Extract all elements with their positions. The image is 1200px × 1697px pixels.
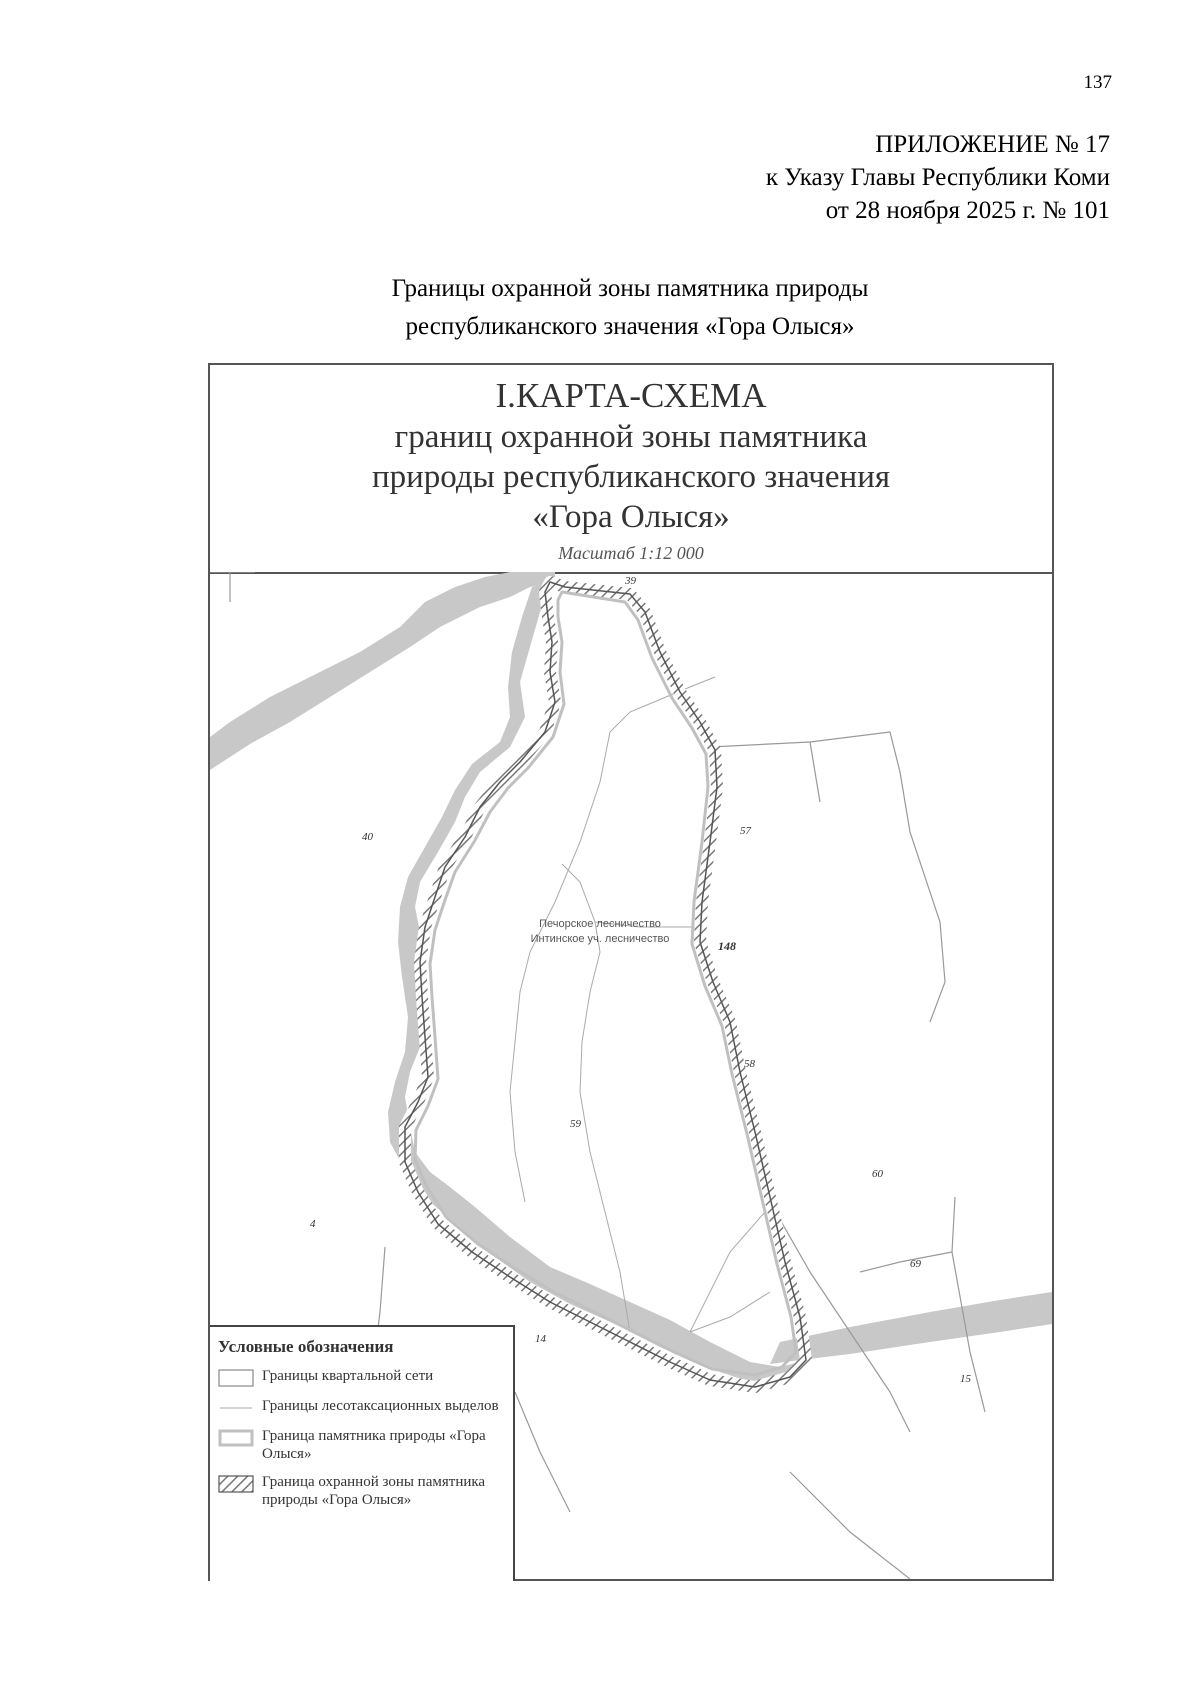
appendix-date: от 28 ноября 2025 г. № 101 [825,197,1110,224]
map-title: I.КАРТА-СХЕМА [495,376,767,415]
document-title [0,270,1200,346]
legend-item-quarter-network [218,1367,507,1387]
quarter-label-39: 39 [625,575,636,587]
quarter-label-4: 4 [310,1218,316,1230]
page-number: 137 [1083,72,1112,93]
river-boundary [388,582,800,1382]
appendix-decree: к Указу Главы Республики Коми [765,164,1110,191]
legend-label-quarter: Границы квартальной сети [262,1368,434,1384]
map-frame [208,363,1054,1581]
forestry-label-2: Интинское уч. лесничество [530,933,670,945]
legend-symbol-monument [218,1429,254,1447]
quarter-label-57: 57 [740,825,751,837]
legend-label-protection-zone: Граница охранной зоны памятника природы «Гора Олыся» [262,1474,486,1508]
legend-item-forest-stands [218,1397,507,1417]
appendix-number: ПРИЛОЖЕНИЕ № 17 [875,131,1110,158]
protection-zone-outline [405,582,806,1387]
map-scale: Масштаб 1:12 000 [558,543,704,563]
quarter-label-148: 148 [718,939,736,953]
map-subtitle-1: границ охранной зоны памятника [394,419,868,455]
quarter-label-14: 14 [535,1333,546,1345]
quarter-label-60: 60 [872,1168,883,1180]
document-title-line-1: Границы охранной зоны памятника природы [391,275,869,302]
quarter-label-59: 59 [570,1118,581,1130]
quarter-label-58: 58 [744,1058,755,1070]
legend-symbol-stands [218,1399,254,1417]
map-legend [210,1325,515,1581]
appendix-block [766,128,1110,227]
legend-item-monument [218,1427,507,1463]
legend-label-monument: Граница памятника природы «Гора Олыся» [262,1428,486,1462]
legend-label-stands: Границы лесотаксационных выделов [262,1398,499,1414]
map-subtitle-3: «Гора Олыся» [532,499,730,535]
quarter-label-40: 40 [362,831,373,843]
forestry-label-1: Печорское лесничество [539,918,661,930]
quarter-label-15: 15 [960,1373,971,1385]
forest-stand-lines [510,677,770,1332]
legend-symbol-quarter [218,1369,254,1387]
legend-item-protection-zone [218,1473,507,1509]
legend-symbol-protection-zone [218,1475,254,1493]
map-header [210,365,1052,574]
river-east [770,1292,1052,1364]
protection-zone-boundary [405,582,806,1387]
map-subtitle-2: природы республиканского значения [371,459,891,495]
document-title-line-2: республиканского значения «Гора Олыся» [405,313,855,340]
legend-title: Условные обозначения [218,1337,394,1356]
quarter-label-69: 69 [910,1258,921,1270]
